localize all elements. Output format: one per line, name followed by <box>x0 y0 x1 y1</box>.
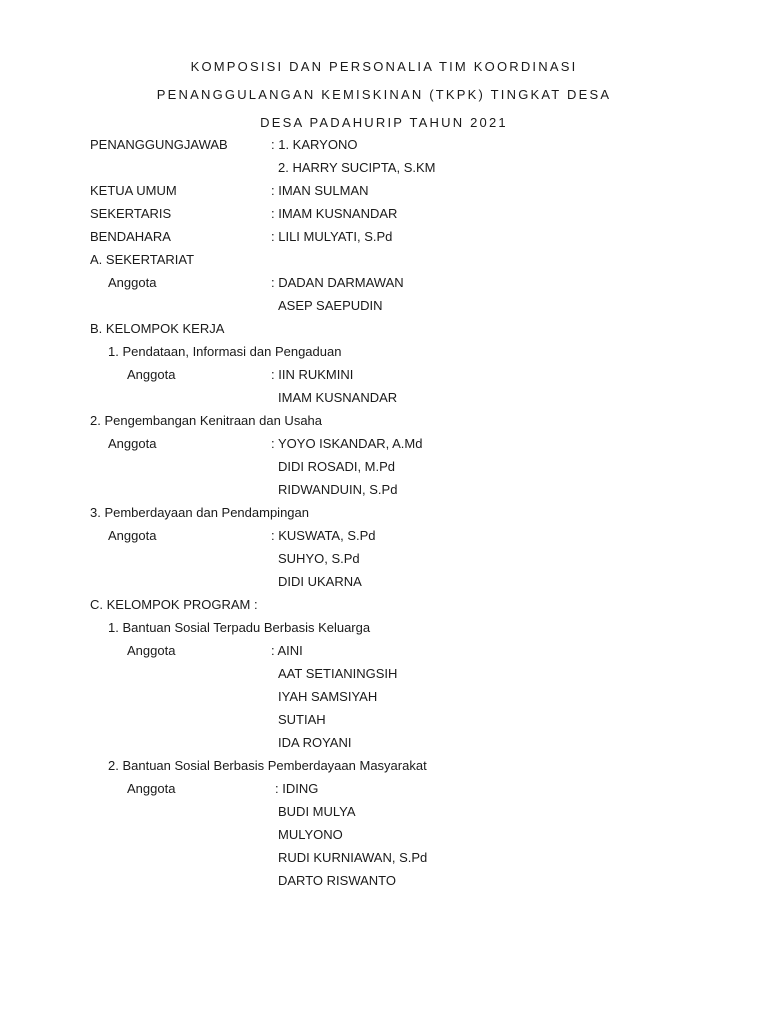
ketua-value: : IMAN SULMAN <box>271 183 369 198</box>
group-anggota-row <box>0 527 768 545</box>
penanggungjawab-label: PENANGGUNGJAWAB <box>90 137 228 152</box>
member-name: DARTO RISWANTO <box>278 873 396 888</box>
anggota-label: Anggota <box>108 528 157 543</box>
member-name: : IIN RUKMINI <box>271 367 354 382</box>
sekertariat-anggota-row <box>0 274 768 292</box>
member-name: MULYONO <box>278 827 343 842</box>
section-heading-kelompok-program: C. KELOMPOK PROGRAM : <box>90 597 258 612</box>
member-name: : YOYO ISKANDAR, A.Md <box>271 436 423 451</box>
document-title-line-2: PENANGGULANGAN KEMISKINAN (TKPK) TINGKAT DESA <box>156 87 612 102</box>
member-name: : DADAN DARMAWAN <box>271 275 404 290</box>
penanggungjawab-value-2: 2. HARRY SUCIPTA, S.KM <box>278 160 436 175</box>
group-anggota-row <box>0 642 768 660</box>
section-heading-kelompok-kerja: B. KELOMPOK KERJA <box>90 321 225 336</box>
bendahara-row <box>0 228 768 246</box>
group-anggota-row <box>0 366 768 384</box>
member-name: DIDI ROSADI, M.Pd <box>278 459 396 474</box>
penanggungjawab-row <box>0 136 768 154</box>
group-anggota-row <box>0 435 768 453</box>
member-name: BUDI MULYA <box>278 804 356 819</box>
member-name: : IDING <box>275 781 319 796</box>
bendahara-label: BENDAHARA <box>90 229 171 244</box>
member-name: RIDWANDUIN, S.Pd <box>278 482 398 497</box>
penanggungjawab-value-1: : 1. KARYONO <box>271 137 358 152</box>
group-anggota-row <box>0 780 768 798</box>
member-name: IMAM KUSNANDAR <box>278 390 398 405</box>
group-title: 1. Bantuan Sosial Terpadu Berbasis Keluarga <box>108 620 371 635</box>
member-name: IDA ROYANI <box>278 735 352 750</box>
group-title: 2. Bantuan Sosial Berbasis Pemberdayaan Masyarakat <box>108 758 427 773</box>
group-title: 3. Pemberdayaan dan Pendampingan <box>90 505 309 520</box>
section-heading-sekertariat: A. SEKERTARIAT <box>90 252 195 267</box>
member-name: : AINI <box>271 643 303 658</box>
document-title-line-3: DESA PADAHURIP TAHUN 2021 <box>260 115 508 130</box>
member-name: IYAH SAMSIYAH <box>278 689 378 704</box>
anggota-label: Anggota <box>127 367 176 382</box>
anggota-label: Anggota <box>108 436 157 451</box>
member-name: : KUSWATA, S.Pd <box>271 528 376 543</box>
sekertaris-value: : IMAM KUSNANDAR <box>271 206 398 221</box>
bendahara-value: : LILI MULYATI, S.Pd <box>271 229 393 244</box>
group-title: 2. Pengembangan Kenitraan dan Usaha <box>90 413 323 428</box>
member-name: SUTIAH <box>278 712 326 727</box>
member-name: RUDI KURNIAWAN, S.Pd <box>278 850 428 865</box>
anggota-label: Anggota <box>127 781 176 796</box>
anggota-label: Anggota <box>127 643 176 658</box>
anggota-label: Anggota <box>108 275 157 290</box>
penanggungjawab-row-2 <box>0 159 768 177</box>
ketua-row <box>0 182 768 200</box>
document-title-line-1: KOMPOSISI DAN PERSONALIA TIM KOORDINASI <box>190 59 578 74</box>
member-name: ASEP SAEPUDIN <box>278 298 383 313</box>
group-title: 1. Pendataan, Informasi dan Pengaduan <box>108 344 342 359</box>
sekertaris-label: SEKERTARIS <box>90 206 172 221</box>
member-name: DIDI UKARNA <box>278 574 362 589</box>
sekertaris-row <box>0 205 768 223</box>
ketua-label: KETUA UMUM <box>90 183 177 198</box>
member-name: SUHYO, S.Pd <box>278 551 360 566</box>
member-name: AAT SETIANINGSIH <box>278 666 398 681</box>
